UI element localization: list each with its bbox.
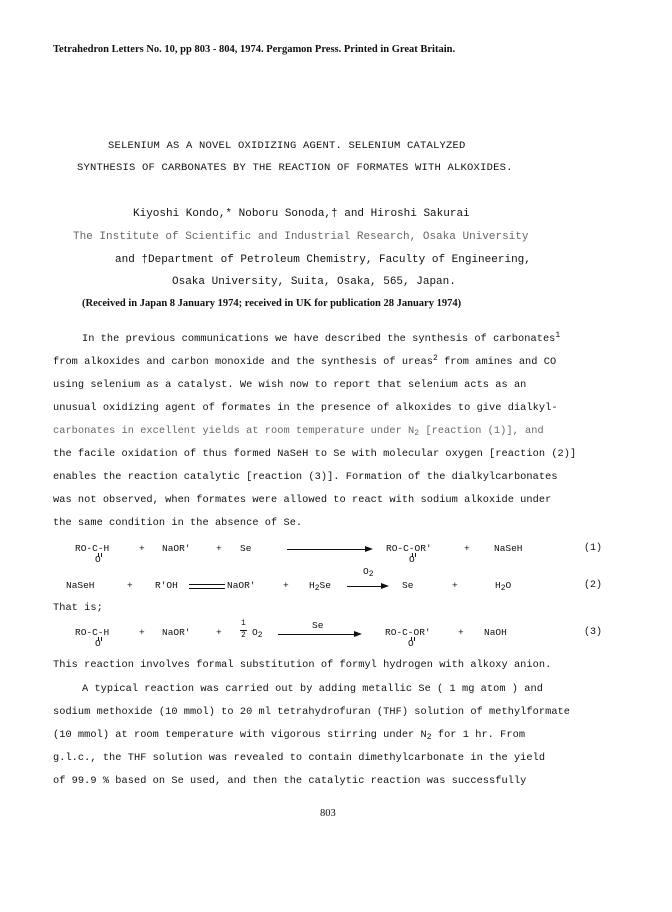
- p3-line-4: g.l.c., the THF solution was revealed to contain dimethylcarbonate in the yield: [53, 752, 546, 764]
- title-line-1: SELENIUM AS A NOVEL OXIDIZING AGENT. SELENIUM CATALYZED: [108, 140, 466, 152]
- r2-alcohol: R'OH: [155, 580, 178, 591]
- r1-formate: RO-C-H: [75, 543, 110, 554]
- r1-number: (1): [584, 543, 603, 554]
- r3-number: (3): [584, 627, 603, 638]
- r3-oxygen: $O_2$: [252, 627, 263, 640]
- r3-half-numerator: 1: [241, 619, 246, 628]
- r2-arrow: [347, 586, 381, 587]
- r2-eq-arrow-bottom: [189, 588, 225, 589]
- p1-line-7: enables the reaction catalytic [reaction (3)]. Formation of the dialkylcarbonates: [53, 471, 558, 483]
- that-is-label: That is;: [53, 602, 103, 614]
- r2-plus-1: +: [127, 580, 133, 591]
- r3-naoh: NaOH: [484, 627, 507, 638]
- r3-arrowhead: [354, 631, 362, 637]
- title-line-2: SYNTHESIS OF CARBONATES BY THE REACTION OF FORMATES WITH ALKOXIDES.: [77, 162, 513, 174]
- r1-alkoxide: NaOR': [162, 543, 191, 554]
- r1-arrow: [287, 549, 365, 550]
- r2-eq-arrow-top: [189, 584, 225, 585]
- r1-nasen: NaSeH: [494, 543, 523, 554]
- r2-h2se: $H_2Se$: [309, 580, 331, 593]
- r2-number: (2): [584, 580, 603, 591]
- r2-arrowhead: [381, 583, 389, 589]
- r3-carbonate: RO-C-OR': [385, 627, 431, 638]
- r2-over-arrow: $O_2$: [363, 566, 374, 579]
- r1-carbonyl-o-2: O: [409, 554, 415, 565]
- p3-line-2: sodium methoxide (10 mmol) to 20 ml tetrahydrofuran (THF) solution of methylformate: [53, 706, 571, 718]
- affiliation-line-3: Osaka University, Suita, Osaka, 565, Japan.: [172, 276, 456, 288]
- affiliation-line-1: The Institute of Scientific and Industrial Research, Osaka University: [73, 231, 529, 243]
- p1-line-8: was not observed, when formates were allowed to react with sodium alkoxide under: [53, 494, 552, 506]
- r1-double-bond-2: [412, 553, 416, 557]
- r1-plus-2: +: [216, 543, 222, 554]
- r1-carbonyl-o: O: [95, 554, 101, 565]
- r3-arrow: [278, 634, 354, 635]
- paragraph-2: This reaction involves formal substitution of formyl hydrogen with alkoxy anion.: [53, 659, 552, 671]
- p1-line-5: carbonates in excellent yields at room temperature under $N_2$ [reaction (1)], and: [53, 425, 544, 438]
- r3-plus-2: +: [216, 627, 222, 638]
- r3-plus-3: +: [458, 627, 464, 638]
- p1-line-6: the facile oxidation of thus formed NaSeH to Se with molecular oxygen [reaction (2)]: [53, 448, 577, 460]
- p1-line-3: using selenium as a catalyst. We wish now to report that selenium acts as an: [53, 379, 527, 391]
- p1-line-9: the same condition in the absence of Se.: [53, 517, 303, 529]
- r1-plus-3: +: [464, 543, 470, 554]
- r1-carbonate: RO-C-OR': [386, 543, 432, 554]
- p3-line-3: (10 mmol) at room temperature with vigorous stirring under $N_2$ for 1 hr. From: [53, 729, 526, 742]
- p1-line-2: from alkoxides and carbon monoxide and the synthesis of ureas$^2$ from amines and CO: [53, 354, 557, 368]
- r3-carbonyl-o: O: [95, 638, 101, 649]
- r3-over-arrow: Se: [312, 620, 324, 631]
- authors: Kiyoshi Kondo,* Noboru Sonoda,† and Hiroshi Sakurai: [133, 208, 470, 220]
- p1-line-1: In the previous communications we have described the synthesis of carbonates$^1$: [82, 331, 561, 345]
- page-number: 803: [320, 808, 336, 819]
- r2-nasen: NaSeH: [66, 580, 95, 591]
- received-dates: (Received in Japan 8 January 1974; received in UK for publication 28 January 1974): [82, 298, 462, 309]
- r1-double-bond: [98, 553, 102, 557]
- r2-plus-2: +: [283, 580, 289, 591]
- r2-water: $H_2O$: [495, 580, 512, 593]
- journal-header: Tetrahedron Letters No. 10, pp 803 - 804, 1974. Pergamon Press. Printed in Great Britain.: [53, 44, 456, 55]
- r3-double-bond-2: [411, 637, 415, 641]
- r2-alkoxide: NaOR': [227, 580, 256, 591]
- r1-arrowhead: [365, 546, 373, 552]
- r1-plus-1: +: [139, 543, 145, 554]
- r2-plus-3: +: [452, 580, 458, 591]
- r1-selenium: Se: [240, 543, 252, 554]
- r3-carbonyl-o-2: O: [408, 638, 414, 649]
- r3-alkoxide: NaOR': [162, 627, 191, 638]
- r3-half-denominator: 2: [241, 631, 246, 640]
- p3-line-1: A typical reaction was carried out by adding metallic Se ( 1 mg atom ) and: [82, 683, 543, 695]
- affiliation-line-2: and †Department of Petroleum Chemistry, Faculty of Engineering,: [115, 254, 531, 266]
- r3-double-bond: [98, 637, 102, 641]
- r3-plus-1: +: [139, 627, 145, 638]
- r3-formate: RO-C-H: [75, 627, 110, 638]
- p3-line-5: of 99.9 % based on Se used, and then the catalytic reaction was successfully: [53, 775, 527, 787]
- r2-selenium: Se: [402, 580, 414, 591]
- p1-line-4: unusual oxidizing agent of formates in the presence of alkoxides to give dialkyl-: [53, 402, 558, 414]
